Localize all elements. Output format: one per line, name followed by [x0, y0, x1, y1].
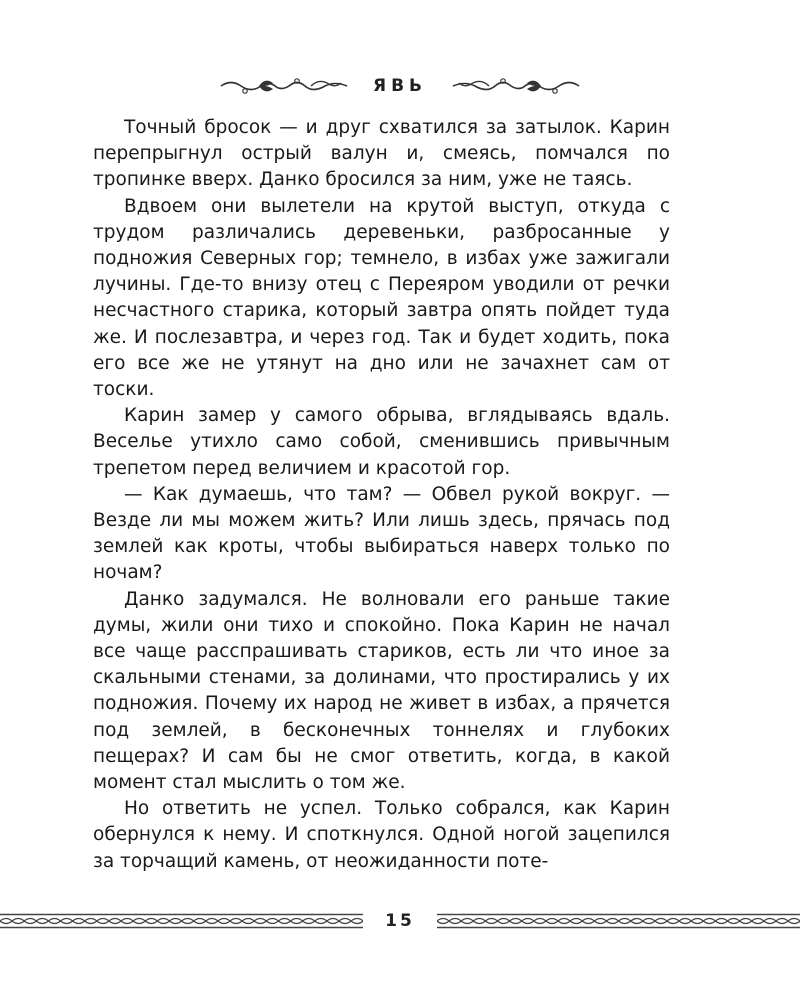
right-ornament-band-icon	[437, 913, 800, 929]
paragraph: Но ответить не успел. Только собрался, как Карин обернулся к нему. И споткнулся. Одной ногой зацепился за торчащий камень, от неожиданности поте-	[93, 798, 670, 872]
page-number: 15	[385, 911, 415, 931]
page-footer	[0, 906, 800, 936]
paragraph: Карин замер у самого обрыва, вглядываясь вдаль. Веселье утихло само собой, сменившись привычным трепетом перед величием и красотой гор.	[93, 405, 670, 479]
left-flourish-icon	[219, 75, 349, 97]
paragraph: — Как думаешь, что там? — Обвел рукой вокруг. — Везде ли мы можем жить? Или лишь здесь, прячась под землей как кроты, чтобы выбираться наверх только по ночам?	[93, 483, 670, 584]
left-ornament-band-icon	[0, 913, 363, 929]
paragraph: Данко задумался. Не волновали его раньше такие думы, жили они тихо и спокойно. Пока Карин не начал все чаще расспрашивать стариков, есть ли что иное за скальными стенами, за долинами, что простирались у их подножия. Почему их народ не живет в избах, а прячется под землей, в бесконечных тоннелях и глубоких пещерах? И сам бы не смог ответить, когда, в какой момент стал мыслить о том же.	[93, 588, 670, 794]
running-header	[0, 68, 800, 104]
paragraph: Вдвоем они вылетели на крутой выступ, откуда с трудом различались деревеньки, разбросанные у подножия Северных гор; темнело, в избах уже зажигали лучины. Где-то внизу отец с Переяром уводили от речки несчастного старика, который завтра опять пойдет туда же. И послезавтра, и через год. Так и будет ходить, пока его все же не утянут на дно или не зачахнет сам от тоски.	[93, 195, 670, 401]
header-title: ЯВЬ	[372, 76, 427, 96]
body-text	[93, 115, 670, 875]
paragraph: Точный бросок — и друг схватился за затылок. Карин перепрыгнул острый валун и, смеясь, помчался по тропинке вверх. Данко бросился за ним, уже не таясь.	[93, 117, 670, 191]
right-flourish-icon	[451, 75, 581, 97]
